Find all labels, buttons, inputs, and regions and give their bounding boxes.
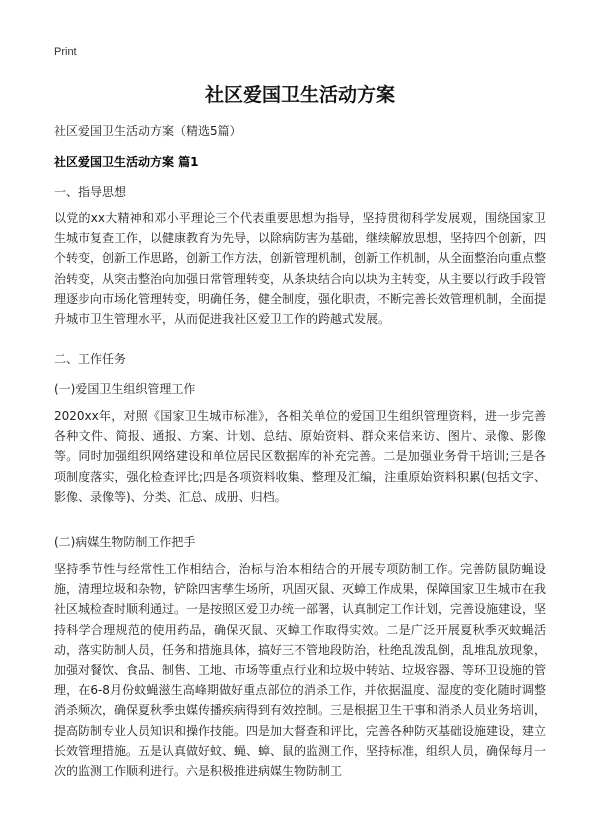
section-heading-work-tasks: 二、工作任务: [54, 352, 127, 366]
paragraph-organization: 2020xx年，对照《国家卫生城市标准》，各相关单位的爱国卫生组织管理资料，进一步完善各种文件、简报、通报、方案、计划、总结、原始资料、群众来信来访、图片、录像、影像等。同时加强组织网络建设和单位居民区数据库的补充完善。二是加强业务骨干培训;三是各项制度落实，强化检查评比;四是各项资料收集、整理及汇编，注重原始资料积累(包括文字、影像、录像等)、分类、汇总、成册、归档。: [54, 409, 546, 504]
paragraph-vector-control: 坚持季节性与经常性工作相结合，治标与治本相结合的开展专项防制工作。完善防鼠防蝇设施，清理垃圾和杂物，铲除四害孳生场所，巩固灭鼠、灭蟑工作成果，保障国家卫生城市在我社区城检查时顺利通过。一是按照区爱卫办统一部署，认真制定工作计划，完善设施建设，坚持科学合理规范的使用药品，确保灭鼠、灭蟑工作取得实效。二是广泛开展夏秋季灭蚊蝇活动，落实防制人员，任务和措施具体，搞好三不管地段防治，杜绝乱泼乱倒，乱堆乱放现象，加强对餐饮、食品、制售、工地、市场等重点行业和垃圾中转站、垃圾容器、等环卫设施的管理，在6-8月份蚊蝇滋生高峰期做好重点部位的消杀工作，并依据温度、湿度的变化随时调整消杀频次，确保夏秋季虫媒传播疾病得到有效控制。三是根据卫生干事和消杀人员业务培训，提高防制专业人员知识和操作技能。四是加大督查和评比，完善各种防灭基础设施建设，建立长效管理措施。五是认真做好蚊、蝇、蟑、鼠的监测工作，坚持标准，组织人员，确保每月一次的监测工作顺利进行。六是积极推进病媒生物防制工: [54, 562, 547, 779]
subsection-heading-vector-control: (二)病媒生物防制工作把手: [54, 535, 196, 549]
document-title: 社区爱国卫生活动方案: [204, 84, 395, 106]
section-heading-guiding-ideology: 一、指导思想: [54, 185, 127, 199]
document-subtitle: 社区爱国卫生活动方案（精选5篇）: [54, 124, 242, 138]
article-heading: 社区爱国卫生活动方案 篇1: [54, 155, 199, 169]
print-label[interactable]: Print: [54, 46, 77, 58]
subsection-heading-organization: (一)爱国卫生组织管理工作: [54, 382, 196, 396]
paragraph-guiding-ideology: 以党的xx大精神和邓小平理论三个代表重要思想为指导，坚持贯彻科学发展观，围绕国家卫生城市复查工作，以健康教育为先导，以除病防害为基础，继续解放思想，坚持四个创新，四个转变，创新工作思路，创新工作方法，创新管理机制，创新工作机制，从全面整治向重点整治转变，从突击整治向加强日常管理转变，从条块结合向以块为主转变，从主要以行政手段管理逐步向市场化管理转变，明确任务，健全制度，强化职责，不断完善长效管理机制，全面提升城市卫生管理水平，从而促进我社区爱卫工作的跨越式发展。: [54, 211, 547, 327]
